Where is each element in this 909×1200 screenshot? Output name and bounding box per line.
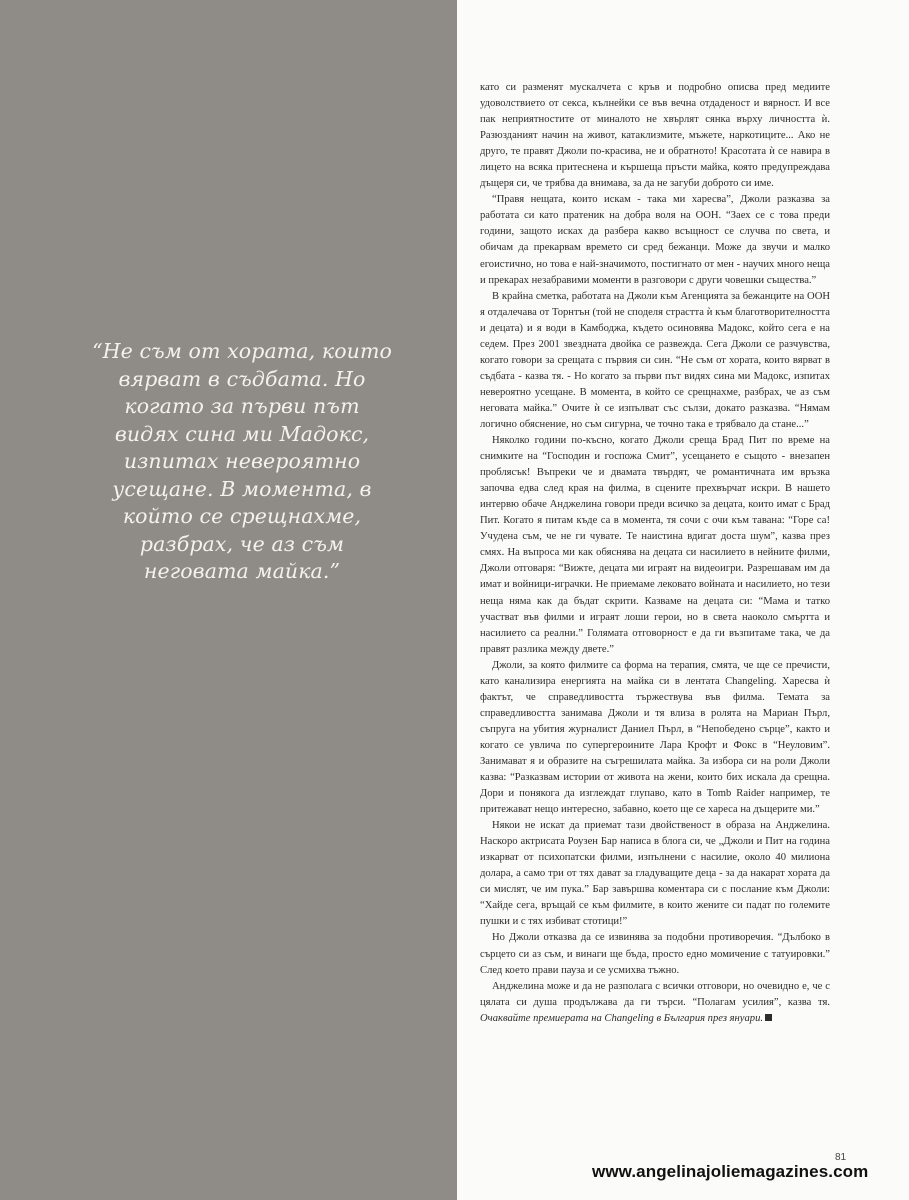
- article-paragraph: В крайна сметка, работата на Джоли към Агенцията за бежанците на ООН я отдалечава от Торнтън (той не споделя страстта ѝ към благотворителността и децата) и я води в Камбоджа, където осиновява Мадокс, който сега е на седем. През 2001 звездната двойка се развежда. Сега Джоли се разчувства, когато говори за срещата с първия си син. “Не съм от хората, които вярват в съдбата - казва тя. - Но когато за първи път видях сина ми Мадокс, изпитах невероятно усещане. В момента, в който се срещнахме, разбрах, че аз съм неговата майка.” Очите ѝ се изпълват със сълзи, докато разказва. “Нямам логично обяснение, но съм сигурна, че точно така е трябвало да стане...”: [480, 290, 830, 430]
- article-paragraph: като си разменят мускалчета с кръв и подробно описва пред медиите удоволствието от секса, кълнейки се във вечна отдаденост и вярност. И все пак неприятностите от миналото не хвърлят сянка върху личността ѝ. Разюзданият начин на живот, катаклизмите, мъжете, наркотиците... Ако не друго, те правят Джоли по-красива, не и обратното! Красотата ѝ се навира в лицето на всяка притеснена и кършеща пръсти майка, която предупреждава дъщеря си, че трябва да внимава, за да не загуби доброто си име.: [480, 82, 830, 190]
- article-paragraph: Но Джоли отказва да се извинява за подобни противоречия. “Дълбоко в сърцето си аз съм, и винаги ще бъда, просто едно момичение с татуировки.” След което прави пауза и се усмихва тъжно.: [480, 932, 830, 976]
- article-paragraph: Джоли, за която филмите са форма на терапия, смята, че ще се пречисти, като канализира енергията на майка си в лентата Changeling. Харесва ѝ фактът, че справедливостта тържествува във филма. Темата за справедливостта занимава Джоли и тя влиза в ролята на Мариан Пърл, съпруга на убития журналист Даниел Пърл, в “Непобедено сърце”, както и когато се увлича по супергероините Лара Крофт и Фокс в “Неуловим”. Занимават я и образите на съгрешилата майка. За избора си на роли Джоли казва: “Разказвам истории от живота на жени, които бих искала да срещна. Дори и понякога да изглеждат глупаво, като в Tomb Raider например, те притежават нещо интересно, забавно, което ще се хареса на дъщерите ми.”: [480, 659, 830, 816]
- article-paragraph: “Правя нещата, които искам - така ми харесва”, Джоли разказва за работата си като пратеник на добра воля на ООН. “Заех се с това преди години, защото исках да разбера какво всъщност се случва по света, и обичам да прекарвам времето си сред бежанци. Може да звучи и малко егоистично, но това е най-значимото, постигнато от мен - научих много неща и прекарах незабравими моменти в разговори с други човешки същества.”: [480, 194, 830, 286]
- article-last-paragraph: [480, 979, 830, 1027]
- watermark-url: www.angelinajoliemagazines.com: [592, 1162, 869, 1181]
- pull-quote: “Не съм от хората, които вярват в съдбата. Но когато за първи път видях сина ми Мадокс, изпитах невероятно усещане. В момента, в който се срещнахме, разбрах, че аз съм неговата майка.”: [92, 339, 392, 583]
- end-mark-icon: [765, 1014, 772, 1021]
- page-number: 81: [835, 1152, 847, 1163]
- article-paragraph: Някои не искат да приемат тази двойственост в образа на Анджелина. Наскоро актрисата Роузен Бар написа в блога си, че „Джоли и Пит на година изкарват от психопатски филми, изпълнени с насилие, около 40 милиона долара, а само три от тях дават за гладуващите деца - за да накарат хората да си мислят, че им пука.” Бар завършва коментара си с послание към Джоли: “Хайде сега, връщай се към филмите, в които жените си падат по големите пушки и с тях избиват стотици!”: [480, 820, 830, 928]
- closing-note: Очаквайте премиерата на Changeling в България през януари.: [480, 1012, 764, 1024]
- article-paragraph-text: Анджелина може и да не разполага с всички отговори, но очевидно е, че с цялата си душа продължава да ги търси. “Полагам усилия”, казва тя.: [480, 980, 830, 1008]
- article-body: [480, 80, 830, 1027]
- article-paragraph: Няколко години по-късно, когато Джоли среща Брад Пит по време на снимките на “Господин и госпожа Смит”, усещането е същото - внезапен проблясък! Въпреки че и двамата твърдят, че романтичната им връзка започва едва след края на филма, в сцените прехвърчат искри. В нашето интервю обаче Анджелина говори преди всичко за децата, които имат с Брад Пит. Когато я питам къде са в момента, тя сочи с очи към тавана: “Горе са! Учудена съм, че не ги чувате. Те наистина вдигат доста шум”, казва през смях. На въпроса ми как обяснява на децата си насилието в нейните филми, Джоли отговаря: “Вижте, децата ми играят на видеоигри. Разрешавам им да имат и войници-играчки. Не приемаме лековато войната и насилието, но тези неща няма как да бъдат скрити. Казваме на децата си: “Мама и татко участват във филми и играят лоши герои, но в света наоколо смъртта и насилието са реални.” Голямата отговорност е да ги възпитаме така, че да правят разлика между двете.”: [480, 435, 830, 655]
